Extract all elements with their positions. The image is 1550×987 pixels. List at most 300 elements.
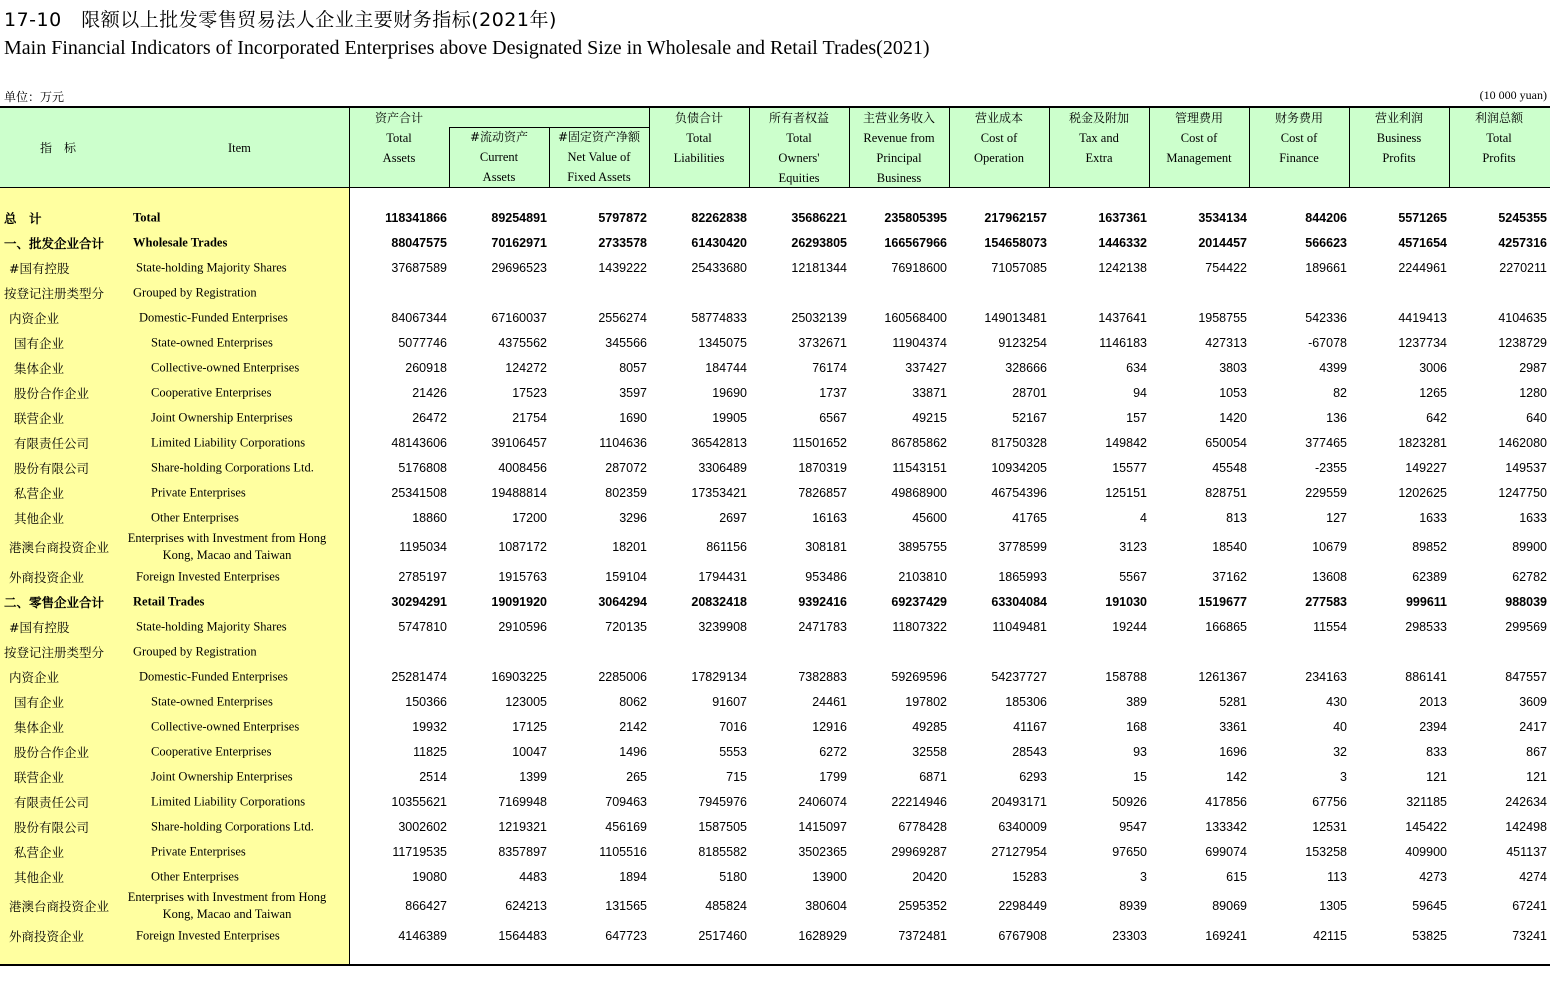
table-cell-value: 3006 <box>1419 360 1447 375</box>
column-header-cn: 资产合计 <box>374 111 423 125</box>
table-cell-value: 33871 <box>912 385 947 400</box>
table-cell-value: 71057085 <box>991 260 1047 275</box>
table-cell-value: 37687589 <box>391 260 447 275</box>
row-label-cn: 集体企业 <box>14 360 65 376</box>
row-label-en: State-owned Enterprises <box>151 694 273 708</box>
table-cell-value: 5180 <box>719 869 747 884</box>
column-header-cn: 负债合计 <box>674 111 723 125</box>
column-header-en: Liabilities <box>673 151 725 165</box>
table-cell-value: 13608 <box>1312 569 1347 584</box>
header-indicator-cn-text: 指 标 <box>40 141 77 155</box>
row-label-en: Domestic-Funded Enterprises <box>139 310 288 324</box>
table-cell-value: 19244 <box>1112 619 1147 634</box>
table-cell-value: 89900 <box>1512 540 1547 554</box>
table-cell-value: 157 <box>1126 410 1147 425</box>
table-cell-value: 4273 <box>1419 869 1447 884</box>
table-cell-value: 715 <box>726 769 747 784</box>
table-cell-value: 10355621 <box>391 794 447 809</box>
table-cell-value: 81750328 <box>991 435 1047 450</box>
table-cell-value: 150366 <box>405 694 447 709</box>
table-cell-value: 833 <box>1426 744 1447 759</box>
table-cell-value: 1202625 <box>1398 485 1447 500</box>
column-header-en: Extra <box>1085 151 1113 165</box>
table-cell-value: 11719535 <box>392 844 447 859</box>
row-label-cn: 集体企业 <box>14 719 65 735</box>
table-row <box>0 305 1550 330</box>
table-cell-value: 18540 <box>1212 540 1247 554</box>
column-header <box>849 108 949 188</box>
table-cell-value: 84067344 <box>391 310 447 325</box>
table-cell-value: 1958755 <box>1198 310 1247 325</box>
table-cell-value: 5077746 <box>398 335 447 350</box>
table-cell-value: 45600 <box>912 510 947 525</box>
table-cell-value: 15577 <box>1112 460 1147 475</box>
row-label-en: Collective-owned Enterprises <box>151 719 300 733</box>
table-cell-value: 24461 <box>812 694 847 709</box>
table-cell-value: 1242138 <box>1098 260 1147 275</box>
table-cell-value: -67078 <box>1308 335 1347 350</box>
table-cell-value: 1737 <box>819 385 847 400</box>
table-cell-value: 8062 <box>619 694 647 709</box>
table-row <box>0 380 1550 405</box>
table-cell-value: 3002602 <box>398 819 447 834</box>
table-cell-value: 229559 <box>1305 485 1347 500</box>
table-cell-value: 17125 <box>512 719 547 734</box>
row-label-en: Joint Ownership Enterprises <box>151 410 293 424</box>
header-column-divider <box>449 127 450 187</box>
table-cell-value: 3 <box>1140 869 1147 884</box>
table-cell-value: 2142 <box>619 719 647 734</box>
table-cell-value: 136 <box>1326 410 1347 425</box>
table-cell-value: 18201 <box>612 540 647 554</box>
header-column-divider <box>1049 108 1050 187</box>
column-header-cn: 所有者权益 <box>768 111 829 125</box>
table-cell-value: 1195034 <box>399 540 447 554</box>
row-label-en: Limited Liability Corporations <box>151 435 306 449</box>
table-cell-value: 3732671 <box>798 335 847 350</box>
table-cell-value: 5797872 <box>598 210 647 225</box>
row-label-en: Joint Ownership Enterprises <box>151 769 293 783</box>
row-label-en: Enterprises with Investment from Hong Kong, Macao and Taiwan <box>127 890 327 921</box>
table-cell-value: 25341508 <box>391 485 447 500</box>
table-cell-value: 1415097 <box>798 819 847 834</box>
table-cell-value: 1462080 <box>1498 435 1547 450</box>
table-row <box>0 589 1550 614</box>
table-cell-value: 847557 <box>1505 669 1547 684</box>
table-row <box>0 455 1550 480</box>
table-row <box>0 664 1550 689</box>
table-cell-value: 1496 <box>619 744 647 759</box>
table-cell-value: 41167 <box>1013 719 1047 734</box>
table-cell-value: 13900 <box>812 869 847 884</box>
table-row <box>0 255 1550 280</box>
row-label-en: Collective-owned Enterprises <box>151 360 300 374</box>
table-cell-value: 76918600 <box>891 260 947 275</box>
table-cell-value: 389 <box>1126 694 1147 709</box>
table-cell-value: 15283 <box>1012 869 1047 884</box>
table-cell-value: 4008456 <box>498 460 547 475</box>
row-label-cn: 股份有限公司 <box>14 460 90 476</box>
table-cell-value: 93 <box>1133 744 1147 759</box>
table-cell-value: 844206 <box>1305 210 1347 225</box>
table-cell-value: 1794431 <box>698 569 747 584</box>
table-cell-value: 953486 <box>805 569 847 584</box>
table-cell-value: 45548 <box>1212 460 1247 475</box>
table-cell-value: 3895755 <box>898 540 947 554</box>
table-cell-value: 1105516 <box>599 844 647 859</box>
table-cell-value: 999611 <box>1405 594 1447 609</box>
row-label-en: Limited Liability Corporations <box>151 794 306 808</box>
table-cell-value: 1823281 <box>1398 435 1447 450</box>
table-cell-value: 11825 <box>413 744 447 759</box>
column-header-cn: #流动资产 <box>469 130 529 144</box>
table-cell-value: 2417 <box>1519 719 1547 734</box>
table-cell-value: 277583 <box>1305 594 1347 609</box>
table-cell-value: 1633 <box>1519 510 1547 525</box>
table-cell-value: 634 <box>1126 360 1147 375</box>
row-label-en: State-owned Enterprises <box>151 335 273 349</box>
row-label-en: Foreign Invested Enterprises <box>136 928 280 942</box>
table-cell-value: 127 <box>1326 510 1347 525</box>
table-cell-value: 2517460 <box>698 928 747 943</box>
table-cell-value: 2103810 <box>898 569 947 584</box>
table-cell-value: 1633 <box>1419 510 1447 525</box>
table-row <box>0 564 1550 589</box>
row-label-cn: 私营企业 <box>14 485 65 501</box>
table-row <box>0 614 1550 639</box>
table-cell-value: 149013481 <box>984 310 1047 325</box>
table-row <box>0 205 1550 230</box>
table-cell-value: 94 <box>1133 385 1147 400</box>
table-cell-value: 5571265 <box>1398 210 1447 225</box>
assets-subheader-rule <box>449 127 649 128</box>
table-cell-value: 88047575 <box>391 235 447 250</box>
column-header <box>1149 108 1249 168</box>
header-bottom-rule <box>0 187 1550 188</box>
table-row <box>0 789 1550 814</box>
table-cell-value: -2355 <box>1315 460 1347 475</box>
table-cell-value: 5747810 <box>398 619 447 634</box>
column-header-en: Business <box>876 171 922 185</box>
column-header-en: Equities <box>778 171 820 185</box>
header-column-divider <box>1149 108 1150 187</box>
table-cell-value: 377465 <box>1305 435 1347 450</box>
column-header <box>749 108 849 188</box>
table-cell-value: 4146389 <box>398 928 447 943</box>
table-cell-value: 8185582 <box>698 844 747 859</box>
table-row <box>0 839 1550 864</box>
table-cell-value: 67241 <box>1512 899 1547 913</box>
column-header-en: Cost of <box>1280 131 1318 145</box>
table-cell-value: 123005 <box>505 694 547 709</box>
row-label-cn: 总 计 <box>4 210 42 226</box>
column-header-en: Net Value of <box>567 150 631 164</box>
table-cell-value: 542336 <box>1305 310 1347 325</box>
row-label-cn: 按登记注册类型分 <box>4 285 105 301</box>
row-label-en: Grouped by Registration <box>133 644 257 658</box>
table-row <box>0 689 1550 714</box>
table-cell-value: 16903225 <box>491 669 547 684</box>
row-label-en: Private Enterprises <box>151 844 246 858</box>
table-cell-value: 20493171 <box>991 794 1047 809</box>
table-cell-value: 5245355 <box>1498 210 1547 225</box>
table-cell-value: 59269596 <box>891 669 947 684</box>
table-cell-value: 89069 <box>1212 899 1247 913</box>
row-label-en: Domestic-Funded Enterprises <box>139 669 288 683</box>
table-cell-value: 7826857 <box>798 485 847 500</box>
row-label-divider <box>349 108 350 964</box>
table-cell-value: 1146183 <box>1099 335 1147 350</box>
table-cell-value: 1915763 <box>498 569 547 584</box>
table-cell-value: 1305 <box>1319 899 1347 913</box>
table-row <box>0 714 1550 739</box>
table-cell-value: 6340009 <box>998 819 1047 834</box>
row-label-cn: 外商投资企业 <box>9 928 85 944</box>
table-cell-value: 3778599 <box>998 540 1047 554</box>
table-cell-value: 73241 <box>1512 928 1547 943</box>
table-cell-value: 20832418 <box>691 594 747 609</box>
header-top-rule <box>0 106 1550 108</box>
column-header <box>449 127 549 187</box>
table-cell-value: 21754 <box>512 410 547 425</box>
table-cell-value: 32 <box>1333 744 1347 759</box>
column-header-en: Tax and <box>1079 131 1119 145</box>
table-cell-value: 10679 <box>1312 540 1347 554</box>
table-cell-value: 2910596 <box>498 619 547 634</box>
table-cell-value: 337427 <box>905 360 947 375</box>
table-cell-value: 54237727 <box>991 669 1047 684</box>
table-cell-value: 58774833 <box>691 310 747 325</box>
column-header-en: Finance <box>1279 151 1319 165</box>
table-cell-value: 9123254 <box>998 335 1047 350</box>
row-label-en: State-holding Majority Shares <box>136 260 287 274</box>
table-cell-value: 1104636 <box>599 435 647 450</box>
table-cell-value: 3803 <box>1219 360 1247 375</box>
table-cell-value: 25032139 <box>791 310 847 325</box>
column-header-en: Cost of <box>1180 131 1218 145</box>
row-label-en: Share-holding Corporations Ltd. <box>151 460 314 474</box>
column-header-cn: 主营业务收入 <box>862 111 935 125</box>
column-header-cn: 利润总额 <box>1474 111 1523 125</box>
table-cell-value: 10047 <box>512 744 547 759</box>
table-cell-value: 456169 <box>605 819 647 834</box>
table-cell-value: 650054 <box>1205 435 1247 450</box>
table-cell-value: 640 <box>1526 410 1547 425</box>
table-cell-value: 615 <box>1226 869 1247 884</box>
table-cell-value: 36542813 <box>691 435 747 450</box>
table-cell-value: 41765 <box>1012 510 1047 525</box>
table-cell-value: 10934205 <box>991 460 1047 475</box>
table-cell-value: 28543 <box>1012 744 1047 759</box>
header-column-divider <box>549 127 550 187</box>
column-header-en: Revenue from <box>863 131 935 145</box>
row-label-en: Enterprises with Investment from Hong Kong, Macao and Taiwan <box>127 531 327 562</box>
table-cell-value: 217962157 <box>984 210 1047 225</box>
table-cell-value: 6767908 <box>998 928 1047 943</box>
table-cell-value: 17829134 <box>691 669 747 684</box>
table-cell-value: 3 <box>1340 769 1347 784</box>
table-cell-value: 17353421 <box>691 485 747 500</box>
table-cell-value: 185306 <box>1005 694 1047 709</box>
table-cell-value: 1261367 <box>1198 669 1247 684</box>
table-row <box>0 923 1550 948</box>
table-cell-value: 1087172 <box>498 540 547 554</box>
table-cell-value: 430 <box>1326 694 1347 709</box>
table-cell-value: 451137 <box>1506 844 1547 859</box>
table-cell-value: 2556274 <box>598 310 647 325</box>
table-cell-value: 1870319 <box>798 460 847 475</box>
table-cell-value: 2595352 <box>898 899 947 913</box>
table-cell-value: 169241 <box>1205 928 1247 943</box>
table-cell-value: 28701 <box>1012 385 1047 400</box>
row-label-en: Share-holding Corporations Ltd. <box>151 819 314 833</box>
table-cell-value: 19091920 <box>491 594 547 609</box>
table-cell-value: 242634 <box>1505 794 1547 809</box>
column-header-en: Total <box>386 131 412 145</box>
column-header-en: Principal <box>876 151 922 165</box>
table-cell-value: 5567 <box>1119 569 1147 584</box>
table-cell-value: 1247750 <box>1498 485 1547 500</box>
column-header <box>1249 108 1349 168</box>
table-cell-value: 5176808 <box>398 460 447 475</box>
table-cell-value: 11501652 <box>792 435 847 450</box>
table-cell-value: 3306489 <box>698 460 747 475</box>
table-cell-value: 2244961 <box>1398 260 1447 275</box>
table-cell-value: 26472 <box>412 410 447 425</box>
row-label-cn: 港澳台商投资企业 <box>9 899 110 914</box>
table-cell-value: 298533 <box>1405 619 1447 634</box>
table-cell-value: 1696 <box>1219 744 1247 759</box>
row-label-en: Retail Trades <box>133 594 205 608</box>
table-cell-value: 2285006 <box>598 669 647 684</box>
row-label-cn: 有限责任公司 <box>14 435 90 451</box>
header-item-en <box>228 138 251 158</box>
column-header-en: Profits <box>1482 151 1516 165</box>
column-header <box>549 127 649 187</box>
column-header-cn: #固定资产净额 <box>557 130 641 144</box>
table-cell-value: 308181 <box>805 540 847 554</box>
table-cell-value: 15 <box>1133 769 1147 784</box>
table-cell-value: 39106457 <box>491 435 547 450</box>
table-cell-value: 168 <box>1126 719 1147 734</box>
table-cell-value: 754422 <box>1205 260 1247 275</box>
table-cell-value: 3361 <box>1219 719 1247 734</box>
table-cell-value: 184744 <box>705 360 747 375</box>
table-cell-value: 125151 <box>1105 485 1147 500</box>
table-cell-value: 17200 <box>512 510 547 525</box>
table-cell-value: 1587505 <box>698 819 747 834</box>
table-cell-value: 16163 <box>812 510 847 525</box>
header-column-divider <box>749 108 750 187</box>
column-header-en: Business <box>1376 131 1422 145</box>
table-cell-value: 12531 <box>1312 819 1347 834</box>
table-cell-value: 149537 <box>1505 460 1547 475</box>
table-cell-value: 867 <box>1526 744 1547 759</box>
table-cell-value: 1265 <box>1419 385 1447 400</box>
table-cell-value: 6293 <box>1019 769 1047 784</box>
table-cell-value: 380604 <box>805 899 847 913</box>
table-cell-value: 1238729 <box>1498 335 1547 350</box>
table-cell-value: 154658073 <box>984 235 1047 250</box>
table-cell-value: 647723 <box>605 928 647 943</box>
table-cell-value: 6567 <box>819 410 847 425</box>
table-cell-value: 2406074 <box>798 794 847 809</box>
column-header-en: Total <box>786 131 812 145</box>
table-cell-value: 235805395 <box>884 210 947 225</box>
row-label-cn: #国有控股 <box>9 260 70 276</box>
header-column-divider <box>1349 108 1350 187</box>
table-cell-value: 299569 <box>1505 619 1547 634</box>
table-cell-value: 26293805 <box>791 235 847 250</box>
table-cell-value: 1690 <box>619 410 647 425</box>
table-cell-value: 37162 <box>1212 569 1247 584</box>
column-header-cn: 营业利润 <box>1374 111 1423 125</box>
table-cell-value: 52167 <box>1012 410 1047 425</box>
table-cell-value: 861156 <box>706 540 747 554</box>
table-cell-value: 49215 <box>912 410 947 425</box>
table-cell-value: 4274 <box>1519 869 1547 884</box>
table-row <box>0 864 1550 889</box>
table-cell-value: 4375562 <box>498 335 547 350</box>
table-cell-value: 29696523 <box>491 260 547 275</box>
column-header-cn: 税金及附加 <box>1068 111 1129 125</box>
table-row <box>0 814 1550 839</box>
table-cell-value: 97650 <box>1112 844 1147 859</box>
table-cell-value: 70162971 <box>491 235 547 250</box>
table-cell-value: 4 <box>1140 510 1147 525</box>
row-label-en: Other Enterprises <box>151 510 239 524</box>
column-header-en: Assets <box>382 151 416 165</box>
table-cell-value: 2697 <box>719 510 747 525</box>
table-cell-value: 113 <box>1327 869 1347 884</box>
table-cell-value: 23303 <box>1112 928 1147 943</box>
table-cell-value: 866427 <box>405 899 447 913</box>
table-cell-value: 4571654 <box>1398 235 1447 250</box>
table-cell-value: 19488814 <box>491 485 547 500</box>
table-cell-value: 159104 <box>605 569 647 584</box>
row-label-cn: 股份有限公司 <box>14 819 90 835</box>
table-cell-value: 4104635 <box>1498 310 1547 325</box>
table-cell-value: 4399 <box>1319 360 1347 375</box>
table-cell-value: 197802 <box>905 694 947 709</box>
table-cell-value: 321185 <box>1406 794 1447 809</box>
column-header <box>1349 108 1449 168</box>
table-row <box>0 280 1550 305</box>
table-cell-value: 328666 <box>1005 360 1047 375</box>
table-cell-value: 21426 <box>412 385 447 400</box>
table-cell-value: 76174 <box>812 360 847 375</box>
table-row <box>0 430 1550 455</box>
row-label-en: State-holding Majority Shares <box>136 619 287 633</box>
table-cell-value: 11807322 <box>892 619 947 634</box>
column-header <box>1049 108 1149 168</box>
table-row <box>0 530 1550 564</box>
table-cell-value: 19905 <box>712 410 747 425</box>
table-cell-value: 9547 <box>1119 819 1147 834</box>
table-row <box>0 480 1550 505</box>
table-cell-value: 409900 <box>1405 844 1447 859</box>
table-row <box>0 639 1550 664</box>
row-label-cn: #国有控股 <box>9 619 70 635</box>
column-header <box>349 108 449 168</box>
table-cell-value: 42115 <box>1313 928 1347 943</box>
table-cell-value: 2471783 <box>798 619 847 634</box>
table-cell-value: 2394 <box>1419 719 1447 734</box>
table-cell-value: 25281474 <box>391 669 447 684</box>
table-cell-value: 7169948 <box>498 794 547 809</box>
table-cell-value: 813 <box>1226 510 1247 525</box>
column-header-en: Fixed Assets <box>567 170 631 184</box>
